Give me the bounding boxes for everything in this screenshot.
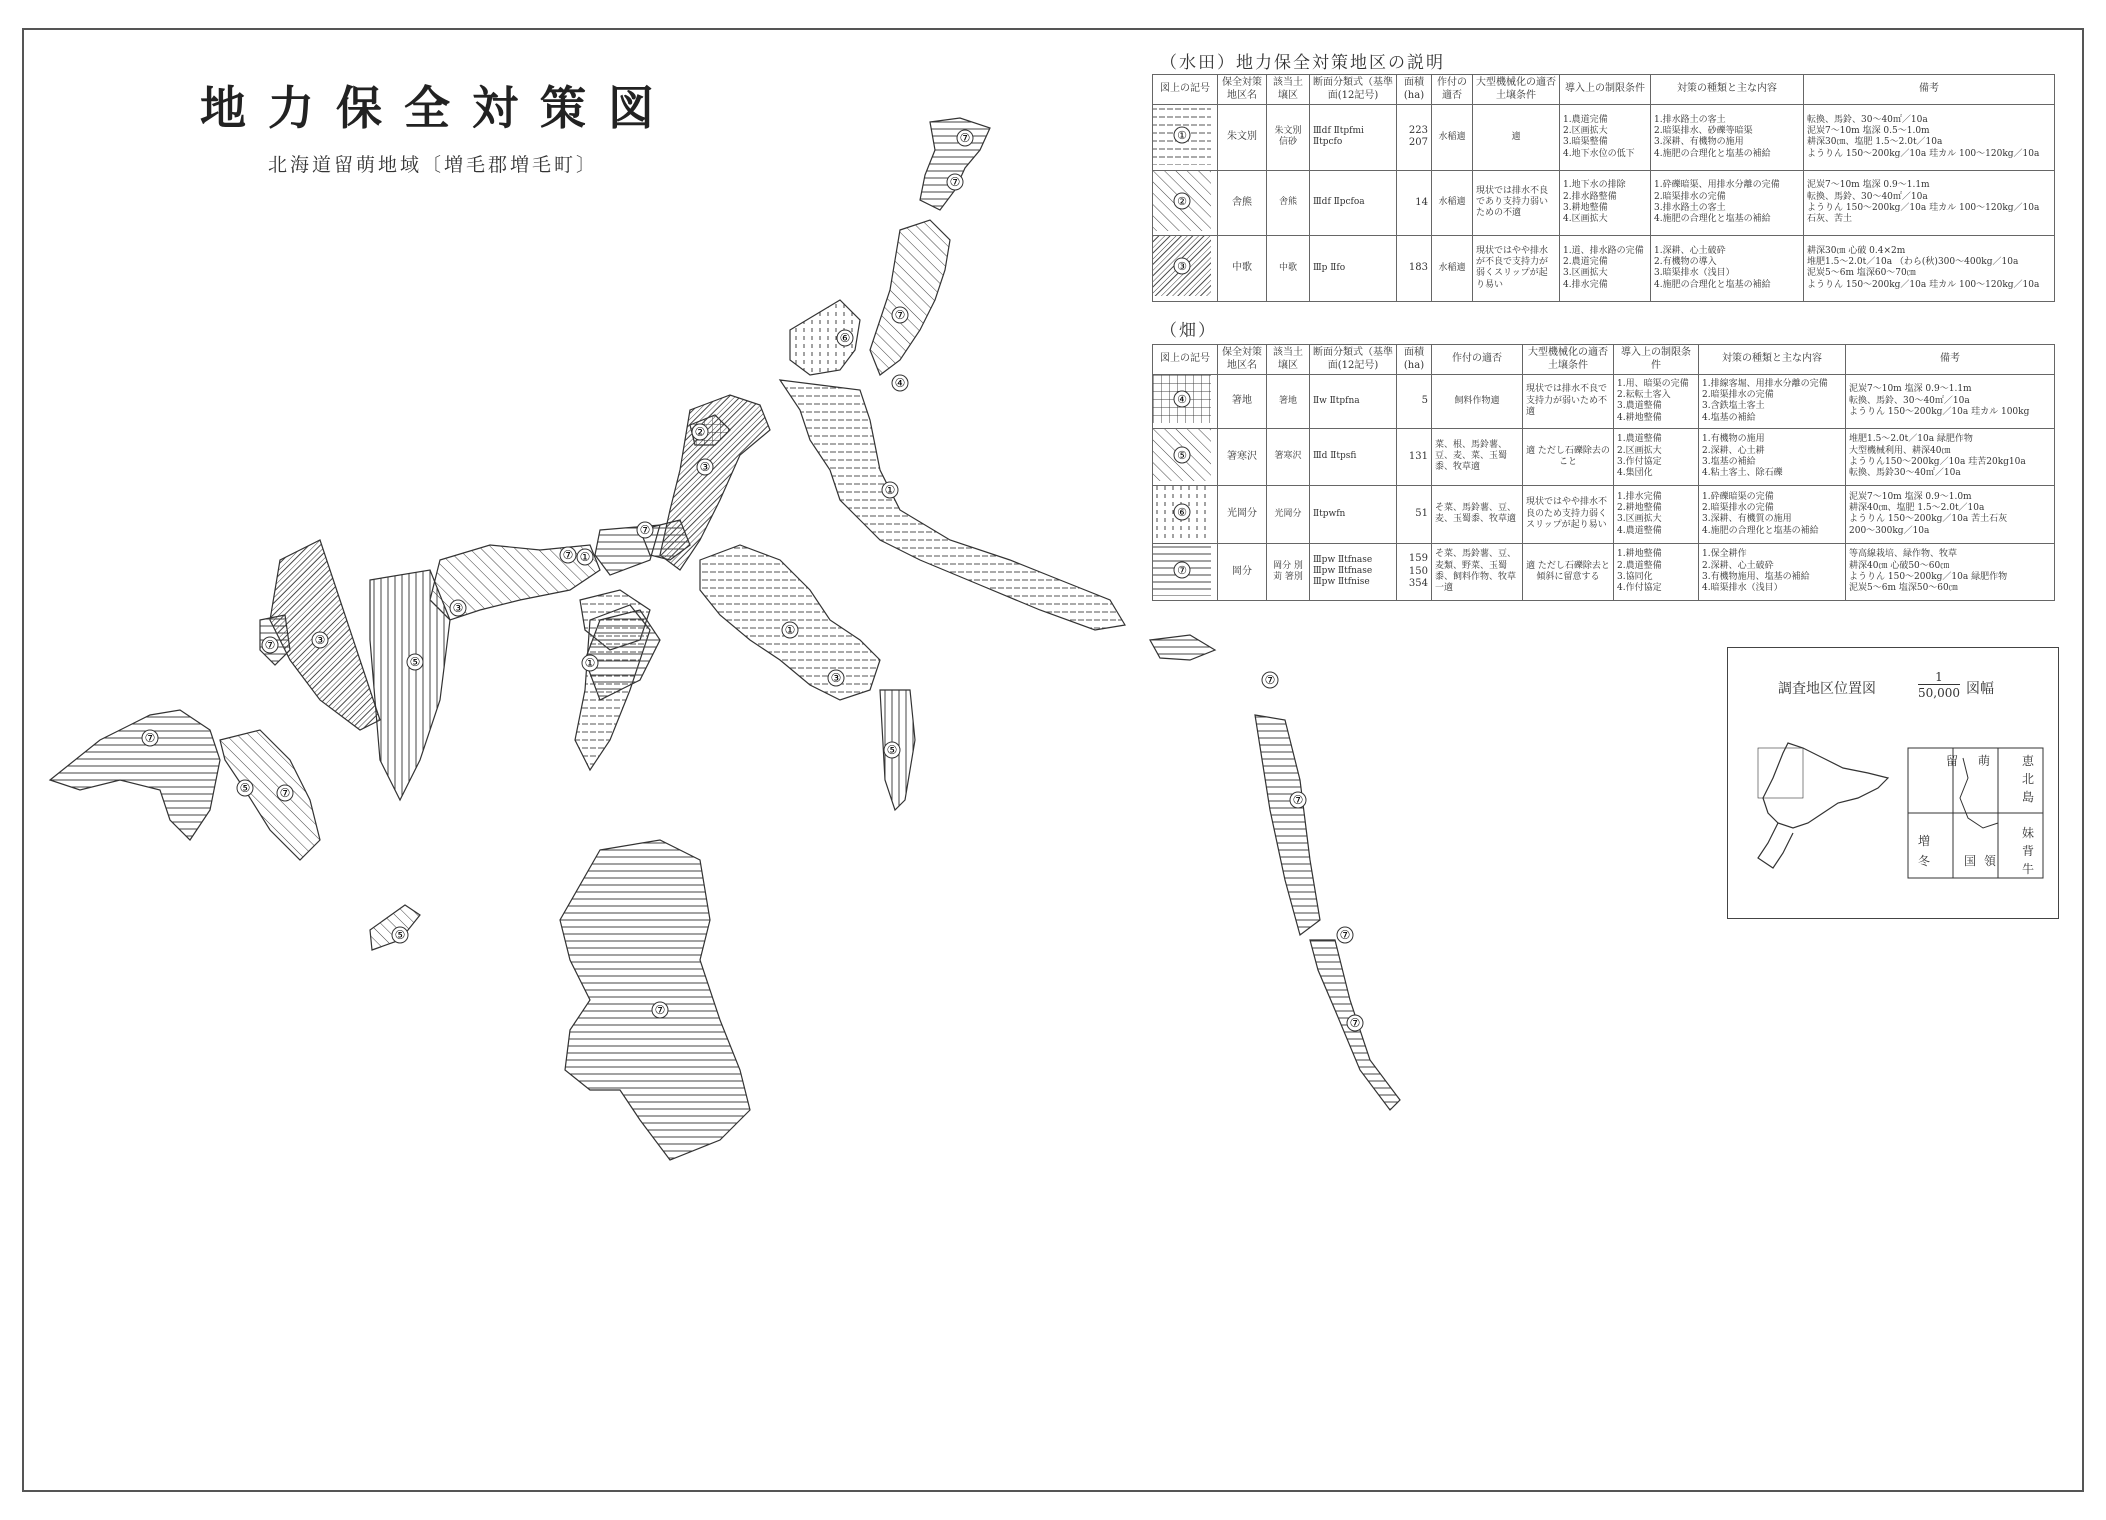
label-marker: [892, 307, 908, 323]
notes: 泥炭7～10m 塩深 0.9～1.0m 耕深40㎝、塩肥 1.5～2.0t／10a ようりん 150～200kg／10a 苦土石灰 200～300kg／10a: [1846, 486, 2055, 544]
hokkaido-outline: [1728, 648, 2058, 918]
measures: 1.深耕、心土破砕 2.有機物の導入 3.暗渠排水（浅目） 4.施肥の合理化と塩基の補給: [1651, 236, 1804, 302]
soil-condition: 適: [1473, 105, 1560, 171]
th-area: 面積(ha): [1397, 345, 1432, 375]
label-marker: [582, 655, 598, 671]
label-marker: [837, 330, 853, 346]
region-5-band: [370, 570, 450, 800]
th-profile: 断面分類式（基準面(12記号): [1310, 345, 1397, 375]
label-marker: [312, 632, 328, 648]
label-marker: [450, 600, 466, 616]
swatch-1: [1153, 105, 1218, 171]
sheet-ebishima-1: 恵: [2022, 754, 2035, 768]
label-marker: [142, 730, 158, 746]
region-7-large: [560, 840, 750, 1160]
scale-denominator: 50,000: [1918, 686, 1960, 700]
soil-condition: 現状では排水不良であり支持力弱い ための不適: [1473, 170, 1560, 236]
th-symbol: 図上の記号: [1153, 345, 1218, 375]
map-subtitle: 北海道留萌地域〔増毛郡増毛町〕: [268, 154, 599, 176]
limit-conditions: 1.排水完備 2.耕地整備 3.区画拡大 4.農道整備: [1614, 486, 1699, 544]
soil-condition: 適 ただし石礫除去と傾斜に留意する: [1523, 543, 1614, 601]
district-name: 中歌: [1218, 236, 1267, 302]
label-7a: ⑦: [959, 131, 971, 145]
label-7g: ⑦: [144, 731, 156, 745]
svg-text:③: ③: [1177, 260, 1187, 273]
label-marker: [577, 549, 593, 565]
location-marker: [1758, 748, 1803, 798]
paddy-legend-table: [1152, 74, 2055, 302]
label-marker: [782, 622, 798, 638]
svg-text:②: ②: [1177, 194, 1187, 208]
sheet-kokuryo-2: 領: [1984, 854, 1997, 868]
label-5a: ⑤: [409, 655, 421, 669]
swatch-6: [1153, 486, 1218, 544]
upland-header-row: [1153, 345, 2055, 375]
soil-zone: 岡分 別苅 箸別: [1267, 543, 1310, 601]
svg-text:④: ④: [1177, 393, 1187, 406]
th-profile: 断面分類式（基準面(12記号): [1310, 75, 1397, 105]
label-7b: ⑦: [949, 175, 961, 189]
upland-row: [1153, 486, 2055, 544]
label-7m: ⑦: [1349, 1016, 1361, 1030]
label-1a: ①: [884, 483, 896, 497]
label-marker: [652, 1002, 668, 1018]
notes: 等高線栽培、緑作物、牧草 耕深40㎝ 心破50～60㎝ ようりん 150～200kg／10a 緑肥作物 泥炭5～6m 塩深50～60㎝: [1846, 543, 2055, 601]
th-limit: 導入上の制限条件: [1614, 345, 1699, 375]
soil-zone: 舎熊: [1267, 170, 1310, 236]
th-limit: 導入上の制限条件: [1560, 75, 1651, 105]
area-ha: 51: [1397, 486, 1432, 544]
region-5-west: [220, 730, 320, 860]
soil-zone: 光岡分: [1267, 486, 1310, 544]
label-marker: [828, 670, 844, 686]
soil-zone: 箸寒沢: [1267, 428, 1310, 486]
limit-conditions: 1.農道整備 2.区画拡大 3.作付協定 4.集団化: [1614, 428, 1699, 486]
location-inset: [1727, 647, 2059, 919]
label-marker: [1290, 792, 1306, 808]
profile-formula: Ⅲp Ⅱfo: [1310, 236, 1397, 302]
label-marker: [237, 780, 253, 796]
sheet-kokuryo-1: 国: [1964, 854, 1977, 868]
label-2a: ②: [694, 425, 706, 439]
th-notes: 備考: [1804, 75, 2055, 105]
area-ha: 159 150 354: [1397, 543, 1432, 601]
notes: 転換、馬鈴、30～40㎡／10a 泥炭7～10m 塩深 0.5～1.0m 耕深30㎝、塩肥 1.5～2.0t／10a ようりん 150～200kg／10a 珪カル 100～120kg／10a: [1804, 105, 2055, 171]
label-marker: [1337, 927, 1353, 943]
svg-text:⑦: ⑦: [1177, 563, 1187, 577]
swatch-3: [1153, 236, 1218, 302]
area-ha: 5: [1397, 375, 1432, 429]
th-symbol: 図上の記号: [1153, 75, 1218, 105]
measures: 1.保全耕作 2.深耕、心土破砕 3.有機物施用、塩基の補給 4.暗渠排水（浅目）: [1699, 543, 1846, 601]
paddy-row: [1153, 170, 2055, 236]
label-3d: ③: [314, 633, 326, 647]
th-fit: 作付の適否: [1432, 75, 1473, 105]
label-1b: ①: [579, 550, 591, 564]
sheet-moseushi-2: 背: [2022, 844, 2035, 858]
label-marker: [262, 637, 278, 653]
label-marker: [1347, 1015, 1363, 1031]
label-1d: ①: [584, 656, 596, 670]
svg-text:⑥: ⑥: [1177, 506, 1187, 519]
district-name: 箸寒沢: [1218, 428, 1267, 486]
limit-conditions: 1.耕地整備 2.農道整備 3.協同化 4.作付協定: [1614, 543, 1699, 601]
region-1-main: [780, 380, 1125, 630]
sheet-moseushi-1: 妹: [2022, 826, 2035, 840]
upland-row: [1153, 375, 2055, 429]
limit-conditions: 1.道、排水路の完備 2.農道完備 3.区画拡大 4.排水完備: [1560, 236, 1651, 302]
label-7k: ⑦: [1292, 793, 1304, 807]
th-soil: 該当土壌区: [1267, 75, 1310, 105]
label-7l: ⑦: [1339, 928, 1351, 942]
hokkaido-shape: [1763, 743, 1888, 828]
label-5d: ⑤: [394, 928, 406, 942]
label-7j: ⑦: [1264, 673, 1276, 687]
profile-formula: Ⅱw Ⅱtpfna: [1310, 375, 1397, 429]
th-cond: 大型機械化の適否 土壌条件: [1473, 75, 1560, 105]
soil-zone: 朱文別 信砂: [1267, 105, 1310, 171]
measures: 1.排線客堀、用排水分離の完備 2.暗渠排水の完備 3.含鉄塩土客土 4.塩基の補給: [1699, 375, 1846, 429]
th-area: 面積(ha): [1397, 75, 1432, 105]
sheet-mashike-1: 増: [1918, 834, 1931, 848]
sheet-rumoi-1: 留: [1946, 754, 1959, 768]
label-marker: [392, 927, 408, 943]
notes: 泥炭7～10m 塩深 0.9～1.1m 転換、馬鈴、30～40㎡／10a ようりん 150～200kg／10a 珪カル 100kg: [1846, 375, 2055, 429]
district-name: 朱文別: [1218, 105, 1267, 171]
crop-fit: 水稲適: [1432, 236, 1473, 302]
measures: 1.砕礫暗渠の完備 2.暗渠排水の完備 3.深耕、有機質の施用 4.施肥の合理化と塩基の補給: [1699, 486, 1846, 544]
soil-condition: 適 ただし石礫除去のこと: [1523, 428, 1614, 486]
crop-fit: 水稲適: [1432, 105, 1473, 171]
swatch-2: [1153, 170, 1218, 236]
label-5c: ⑤: [886, 743, 898, 757]
limit-conditions: 1.地下水の排除 2.排水路整備 3.耕地整備 4.区画拡大: [1560, 170, 1651, 236]
region-7-northtip: [920, 118, 990, 210]
area-ha: 14: [1397, 170, 1432, 236]
label-marker: [892, 375, 908, 391]
label-marker: [1262, 672, 1278, 688]
district-name: 舎熊: [1218, 170, 1267, 236]
label-1c: ①: [784, 623, 796, 637]
label-4a: ④: [894, 376, 906, 390]
label-3c: ③: [830, 671, 842, 685]
district-name: 箸地: [1218, 375, 1267, 429]
profile-formula: Ⅲdf Ⅱtpfmi Ⅱtpcfo: [1310, 105, 1397, 171]
swatch-5: [1153, 428, 1218, 486]
paddy-row: [1153, 105, 2055, 171]
inset-sheet-label: 図幅: [1966, 681, 1994, 697]
label-3a: ③: [699, 460, 711, 474]
th-notes: 備考: [1846, 345, 2055, 375]
label-marker: [697, 459, 713, 475]
paddy-header-row: [1153, 75, 2055, 105]
label-7h: ⑦: [279, 786, 291, 800]
soil-condition: 現状では排水不良で支持力が弱いため不適: [1523, 375, 1614, 429]
area-ha: 183: [1397, 236, 1432, 302]
svg-text:①: ①: [1177, 129, 1187, 142]
label-7d: ⑦: [639, 523, 651, 537]
label-marker: [947, 174, 963, 190]
label-6a: ⑥: [839, 331, 851, 345]
th-district: 保全対策地区名: [1218, 345, 1267, 375]
th-cond: 大型機械化の適否 土壌条件: [1523, 345, 1614, 375]
area-ha: 223 207: [1397, 105, 1432, 171]
sheet-rumoi-2: 萌: [1978, 754, 1991, 768]
crop-fit: そ菜、馬鈴薯、豆、麦、玉蜀黍、牧草適: [1432, 486, 1523, 544]
label-marker: [637, 522, 653, 538]
region-7-east-long: [1255, 715, 1320, 935]
th-measures: 対策の種類と主な内容: [1651, 75, 1804, 105]
swatch-7: [1153, 543, 1218, 601]
label-7i: ⑦: [654, 1003, 666, 1017]
th-soil: 該当土壌区: [1267, 345, 1310, 375]
district-name: 光岡分: [1218, 486, 1267, 544]
region-7-far-west: [50, 710, 220, 840]
sheet-ebishima-3: 島: [2022, 790, 2035, 804]
soil-zone: 箸地: [1267, 375, 1310, 429]
sheet-moseushi-3: 牛: [2022, 862, 2035, 876]
crop-fit: 水稲適: [1432, 170, 1473, 236]
th-measures: 対策の種類と主な内容: [1699, 345, 1846, 375]
upland-row: [1153, 428, 2055, 486]
crop-fit: 飼料作物適: [1432, 375, 1523, 429]
profile-formula: Ⅲdf Ⅱpcfoa: [1310, 170, 1397, 236]
crop-fit: そ菜、馬鈴薯、豆、麦類、野菜、玉蜀黍、飼料作物、牧草一適: [1432, 543, 1523, 601]
paddy-row: [1153, 236, 2055, 302]
region-7-north: [870, 220, 950, 375]
district-name: 岡分: [1218, 543, 1267, 601]
measures: 1.砕礫暗渠、用排水分離の完備 2.暗渠排水の完備 3.排水路土の客土 4.施肥の合理化と塩基の補給: [1651, 170, 1804, 236]
label-7e: ⑦: [562, 548, 574, 562]
th-district: 保全対策地区名: [1218, 75, 1267, 105]
hokkaido-southwest: [1758, 823, 1793, 868]
sheet-ebishima-2: 北: [2022, 772, 2035, 786]
label-marker: [957, 130, 973, 146]
th-fit: 作付の適否: [1432, 345, 1523, 375]
soil-zone: 中歌: [1267, 236, 1310, 302]
notes: 耕深30㎝ 心破 0.4×2m 堆肥1.5～2.0t／10a （わら(秋)300～400kg／10a 泥炭5～6m 塩深60～70㎝ ようりん 150～200kg／10a 珪カル 100～120kg／10a: [1804, 236, 2055, 302]
limit-conditions: 1.用、暗渠の完備 2.耘転土客入 3.農道整備 4.耕地整備: [1614, 375, 1699, 429]
area-ha: 131: [1397, 428, 1432, 486]
notes: 泥炭7～10m 塩深 0.9～1.1m 転換、馬鈴、30～40㎡／10a ようりん 150～200kg／10a 珪カル 100～120kg／10a 石灰、苦土: [1804, 170, 2055, 236]
label-marker: [277, 785, 293, 801]
label-7c: ⑦: [894, 308, 906, 322]
label-marker: [884, 742, 900, 758]
measures: 1.排水路土の客土 2.暗渠排水、砂礫等暗渠 3.深耕、有機物の施用 4.施肥の合理化と塩基の補給: [1651, 105, 1804, 171]
label-7f: ⑦: [264, 638, 276, 652]
swatch-4: [1153, 375, 1218, 429]
profile-formula: Ⅲd Ⅱtpsfi: [1310, 428, 1397, 486]
region-7-east-strip: [1150, 635, 1215, 660]
soil-condition: 現状ではやや排水が不良で支持力が弱くスリップが起り易い: [1473, 236, 1560, 302]
crop-fit: 菜、根、馬鈴薯、豆、麦、菜、玉蜀黍、牧草適: [1432, 428, 1523, 486]
label-3b: ③: [452, 601, 464, 615]
limit-conditions: 1.農道完備 2.区画拡大 3.暗渠整備 4.地下水位の低下: [1560, 105, 1651, 171]
profile-formula: Ⅲpw Ⅱtfnase Ⅲpw Ⅱtfnase Ⅲpw Ⅱtfnise: [1310, 543, 1397, 601]
label-5b: ⑤: [239, 781, 251, 795]
label-marker: [407, 654, 423, 670]
sheet-mashike-2: 冬: [1918, 854, 1931, 868]
map-title: 地力保全対策図: [200, 81, 676, 135]
soil-condition: 現状ではやや排水不良のため支持力弱くスリップが起り易い: [1523, 486, 1614, 544]
upland-caption: （畑）: [1160, 321, 1217, 341]
svg-text:⑤: ⑤: [1177, 448, 1187, 462]
paddy-caption: （水田）地力保全対策地区の説明: [1160, 53, 1445, 73]
profile-formula: Ⅱtpwfn: [1310, 486, 1397, 544]
upland-row: [1153, 543, 2055, 601]
label-marker: [692, 424, 708, 440]
upland-legend-table: [1152, 344, 2055, 601]
label-marker: [882, 482, 898, 498]
label-marker: [560, 547, 576, 563]
notes: 堆肥1.5～2.0t／10a 緑肥作物 大型機械利用、耕深40㎝ ようりん150～200kg／10a 珪苦20kg10a 転換、馬鈴30～40㎡／10a: [1846, 428, 2055, 486]
scale-numerator: 1: [1935, 670, 1943, 684]
measures: 1.有機物の施用 2.深耕、心土耕 3.塩基の補給 4.粘土客土、除石礫: [1699, 428, 1846, 486]
inset-caption: 調査地区位置図: [1778, 681, 1876, 697]
